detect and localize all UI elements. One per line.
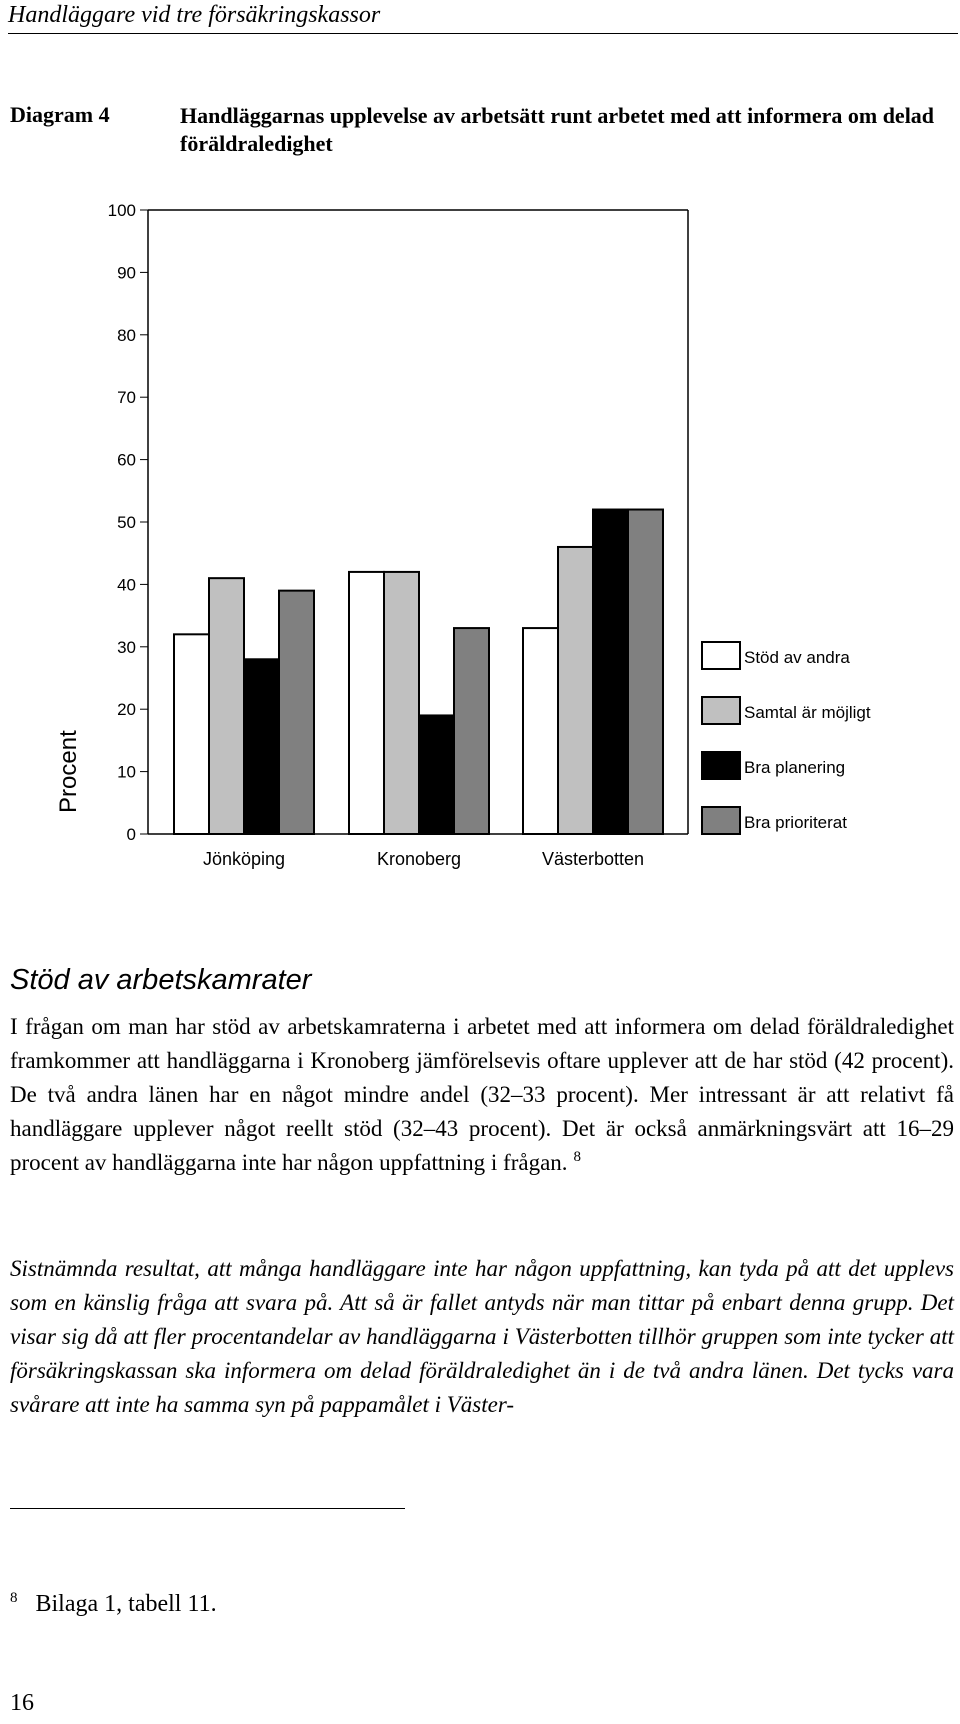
legend-swatch bbox=[702, 642, 740, 669]
paragraph-2: Sistnämnda resultat, att många handläggare inte har någon uppfattning, kan tyda på att det upplevs som en känslig fråga att svara på. Att så är fallet antyds när man tittar på enbart denna grupp. Det visar sig då att fler procentandelar av handläggarna i Västerbotten tillhör gruppen som inte tycker att försäkringskassan ska informera om delad föräldraledighet än i de två andra länen. Det tycks vara svårare att inte ha samma syn på pappamålet i Väster- bbox=[10, 1256, 954, 1417]
bar bbox=[174, 634, 209, 834]
x-tick-label: Västerbotten bbox=[541, 849, 645, 869]
diagram-label: Diagram 4 bbox=[10, 102, 110, 127]
header-rule bbox=[8, 33, 958, 34]
bar bbox=[419, 715, 454, 834]
y-tick-label: 70 bbox=[117, 388, 136, 408]
section-title: Stöd av arbetskamrater bbox=[10, 964, 312, 996]
y-axis-title: Procent bbox=[55, 730, 82, 813]
bar bbox=[558, 547, 593, 834]
page-number: 16 bbox=[10, 1690, 34, 1716]
bar bbox=[279, 591, 314, 834]
x-tick-label: Jönköping bbox=[202, 849, 286, 869]
legend-label: Stöd av andra bbox=[744, 648, 850, 667]
footnote bbox=[10, 1590, 217, 1618]
legend-label: Samtal är möjligt bbox=[744, 703, 871, 722]
bar bbox=[523, 628, 558, 834]
y-tick-label: 50 bbox=[117, 513, 136, 532]
y-tick-label: 60 bbox=[117, 450, 136, 470]
footnote-rule bbox=[10, 1508, 405, 1509]
y-tick-label: 100 bbox=[107, 201, 136, 220]
y-tick-label: 0 bbox=[126, 825, 136, 844]
bar bbox=[628, 510, 663, 834]
x-tick-label: Kronoberg bbox=[376, 849, 462, 869]
footnote-text: Bilaga 1, tabell 11. bbox=[35, 1591, 217, 1617]
legend-swatch bbox=[702, 752, 740, 779]
paragraph-1-text: I frågan om man har stöd av arbetskamraterna i arbetet med att informera om delad föräldraledighet framkommer att handläggarna i Kronoberg jämförelsevis oftare upplever att de har stöd (42 procent). De två andra länen har en något mindre andel (32–33 procent). Mer intressant är att relativt få handläggare upplever något reellt stöd (32–43 procent). Det är också anmärkningsvärt att 16–29 procent av handläggarna inte har någon uppfattning i frågan. bbox=[10, 1014, 954, 1175]
bar bbox=[454, 628, 489, 834]
y-tick-label: 80 bbox=[117, 325, 136, 345]
bar bbox=[209, 578, 244, 834]
legend-swatch bbox=[702, 807, 740, 834]
bar bbox=[244, 659, 279, 834]
bar bbox=[593, 510, 628, 834]
paragraph-1 bbox=[10, 1010, 954, 1180]
running-header: Handläggare vid tre försäkringskassor bbox=[8, 2, 381, 28]
legend-label: Bra planering bbox=[744, 758, 846, 777]
y-tick-label: 90 bbox=[117, 263, 136, 283]
legend-label: Bra prioriterat bbox=[744, 813, 847, 832]
diagram-title: Handläggarnas upplevelse av arbetsätt runt arbetet med att informera om delad föräldraledighet bbox=[180, 103, 935, 156]
bar-chart bbox=[0, 190, 960, 890]
bar bbox=[349, 572, 384, 834]
footnote-number: 8 bbox=[10, 1590, 18, 1606]
y-tick-label: 30 bbox=[117, 637, 136, 657]
y-tick-label: 10 bbox=[117, 762, 136, 782]
bar bbox=[384, 572, 419, 834]
legend-swatch bbox=[702, 697, 740, 724]
y-tick-label: 20 bbox=[117, 700, 136, 720]
y-tick-label: 40 bbox=[117, 575, 136, 595]
footnote-reference[interactable]: 8 bbox=[573, 1149, 582, 1166]
